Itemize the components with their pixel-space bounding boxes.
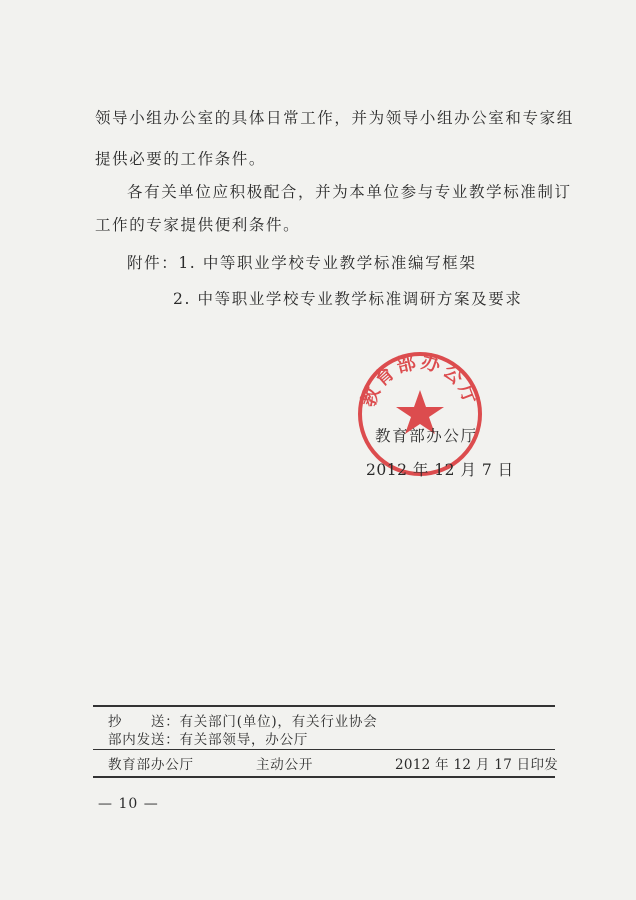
para2-line1: 各有关单位应积极配合，并为本单位参与专业教学标准制订: [127, 183, 572, 201]
cc-value: 有关部门(单位)，有关行业协会: [179, 714, 378, 730]
cc-label: 抄 送：: [108, 714, 180, 730]
footer-bottom-rule: [93, 776, 555, 778]
internal-label: 部内发送：: [108, 732, 180, 748]
footer-disclosure: 主动公开: [256, 757, 314, 773]
internal-value: 有关部领导，办公厅: [179, 732, 309, 748]
attachment-item-2: 2. 中等职业学校专业教学标准调研方案及要求: [173, 290, 523, 308]
para1-line2: 提供必要的工作条件。: [95, 150, 267, 168]
signature-date: 2012 年 12 月 7 日: [366, 461, 514, 479]
internal-row: [108, 728, 308, 748]
footer-print-date: 2012 年 12 月 17 日印发: [395, 757, 559, 773]
page-number: — 10 —: [98, 796, 159, 812]
seal-text: 教育部办公厅: [357, 350, 483, 410]
signature-issuer: 教育部办公厅: [375, 427, 478, 445]
attachment-item-1: 1. 中等职业学校专业教学标准编写框架: [178, 254, 477, 272]
para1-line1: 领导小组办公室的具体日常工作，并为领导小组办公室和专家组: [95, 109, 574, 127]
cc-row: [108, 710, 378, 730]
para2-line2: 工作的专家提供便利条件。: [95, 216, 301, 234]
footer-top-rule: [93, 705, 555, 707]
footer-issuer: 教育部办公厅: [108, 757, 194, 773]
attachment-row-1: [127, 251, 476, 273]
footer-mid-rule: [93, 749, 555, 750]
attachment-label: 附件：: [127, 254, 179, 272]
